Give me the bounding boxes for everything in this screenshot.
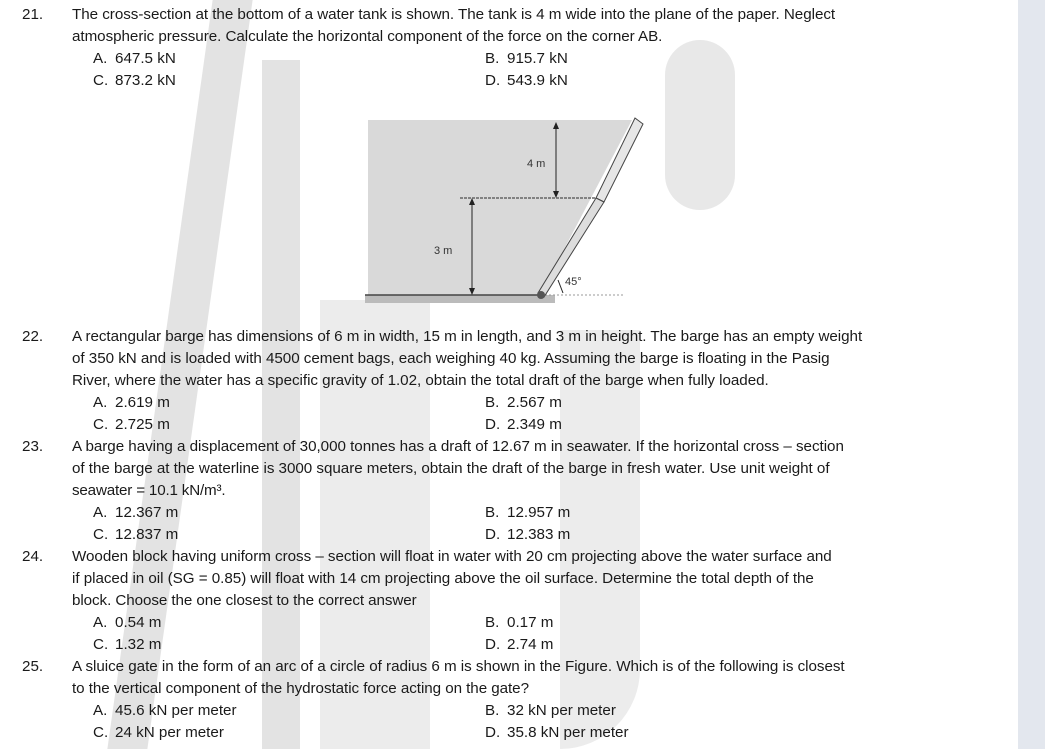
option-a[interactable]: A. 2.619 m <box>93 394 170 411</box>
question-number: 22. <box>22 328 44 345</box>
option-c[interactable]: C. 12.837 m <box>93 526 179 543</box>
option-b[interactable]: B. 32 kN per meter <box>485 702 616 719</box>
options <box>93 700 962 744</box>
question-text: The cross-section at the bottom of a water tank is shown. The tank is 4 m wide into the plane of the paper. Neglect <box>72 6 836 23</box>
option-b[interactable]: B. 915.7 kN <box>485 50 568 67</box>
option-a[interactable]: A. 0.54 m <box>93 614 162 631</box>
hinge <box>537 291 545 299</box>
question-text: A sluice gate in the form of an arc of a circle of radius 6 m is shown in the Figure. Which is of the following is closest <box>72 658 845 675</box>
question-text: River, where the water has a specific gravity of 1.02, obtain the total draft of the barge when fully loaded. <box>72 372 769 389</box>
question-text: of the barge at the waterline is 3000 square meters, obtain the draft of the barge in fresh water. Use unit weight of <box>72 460 830 477</box>
option-b[interactable]: B. 0.17 m <box>485 614 554 631</box>
question-number: 23. <box>22 438 44 455</box>
options <box>93 392 962 436</box>
option-b[interactable]: B. 2.567 m <box>485 394 562 411</box>
question-number: 25. <box>22 658 44 675</box>
right-margin-strip <box>1018 0 1045 749</box>
question-text: A rectangular barge has dimensions of 6 m in width, 15 m in length, and 3 m in height. The barge has an empty weight <box>72 328 863 345</box>
option-c[interactable]: C. 1.32 m <box>93 636 162 653</box>
option-a[interactable]: A. 45.6 kN per meter <box>93 702 237 719</box>
question-text: seawater = 10.1 kN/m³. <box>72 482 226 499</box>
question-24 <box>22 546 962 656</box>
question-text: of 350 kN and is loaded with 4500 cement bags, each weighing 40 kg. Assuming the barge is floating in the Pasig <box>72 350 830 367</box>
label-angle: 45° <box>565 276 582 288</box>
option-d[interactable]: D. 2.74 m <box>485 636 554 653</box>
option-d[interactable]: D. 35.8 kN per meter <box>485 724 629 741</box>
option-b[interactable]: B. 12.957 m <box>485 504 571 521</box>
options <box>93 612 962 656</box>
option-a[interactable]: A. 12.367 m <box>93 504 179 521</box>
options <box>93 48 962 92</box>
option-c[interactable]: C. 24 kN per meter <box>93 724 224 741</box>
angle-arrow <box>558 280 563 293</box>
option-d[interactable]: D. 2.349 m <box>485 416 562 433</box>
question-25 <box>22 656 962 744</box>
option-a[interactable]: A. 647.5 kN <box>93 50 176 67</box>
option-c[interactable]: C. 2.725 m <box>93 416 170 433</box>
question-number: 24. <box>22 548 44 565</box>
question-text: to the vertical component of the hydrostatic force acting on the gate? <box>72 680 529 697</box>
label-3m: 3 m <box>434 245 453 257</box>
option-c[interactable]: C. 873.2 kN <box>93 72 176 89</box>
question-21 <box>22 4 962 92</box>
options <box>93 502 962 546</box>
ground-hatch <box>365 295 555 303</box>
question-text: atmospheric pressure. Calculate the horizontal component of the force on the corner AB. <box>72 28 663 45</box>
question-number: 21. <box>22 6 44 23</box>
question-23 <box>22 436 962 546</box>
option-d[interactable]: D. 543.9 kN <box>485 72 568 89</box>
label-4m: 4 m <box>527 158 546 170</box>
question-22 <box>22 326 962 436</box>
option-d[interactable]: D. 12.383 m <box>485 526 571 543</box>
question-text: if placed in oil (SG = 0.85) will float with 14 cm projecting above the oil surface. Determine the total depth of the <box>72 570 814 587</box>
question-text: Wooden block having uniform cross – section will float in water with 20 cm projecting above the water surface and <box>72 548 832 565</box>
question-text: block. Choose the one closest to the correct answer <box>72 592 417 609</box>
question-text: A barge having a displacement of 30,000 tonnes has a draft of 12.67 m in seawater. If the horizontal cross – section <box>72 438 844 455</box>
tank-cross-section-figure <box>360 110 660 305</box>
